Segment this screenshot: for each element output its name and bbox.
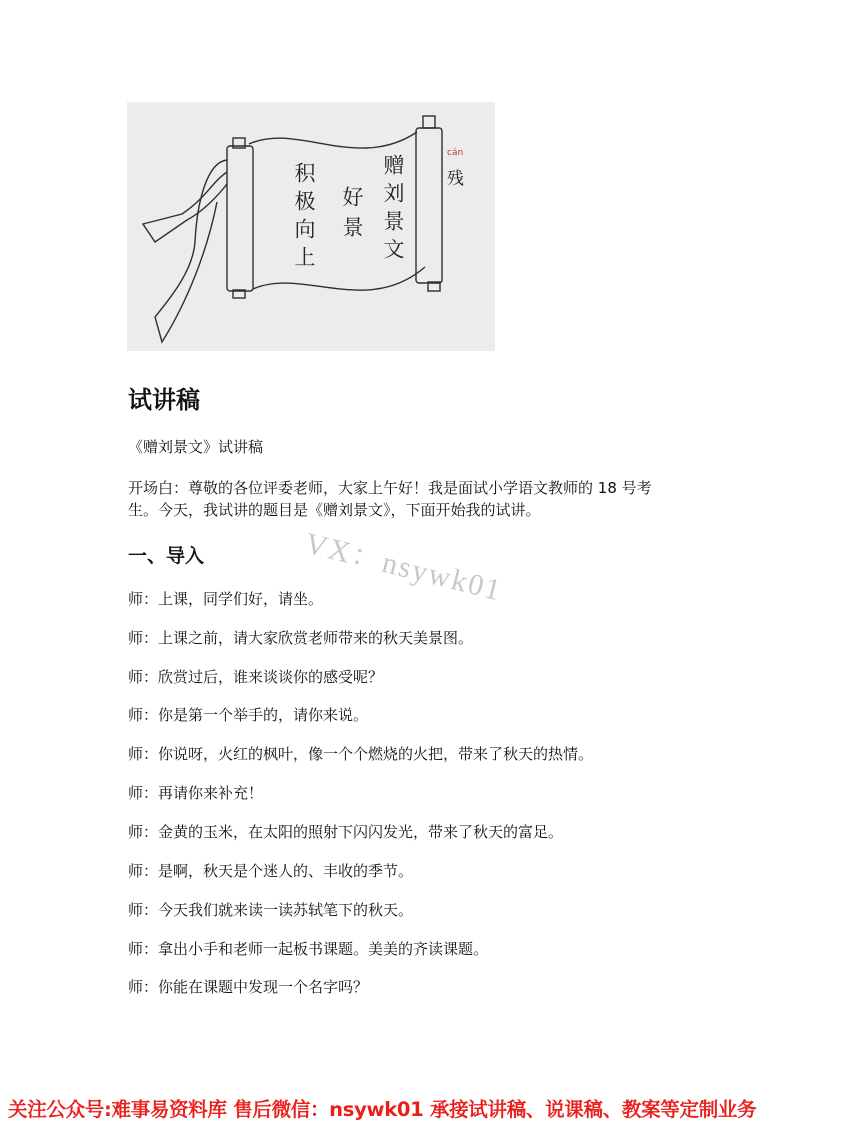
dialogue-line: 师：上课之前，请大家欣赏老师带来的秋天美景图。 bbox=[128, 629, 474, 647]
watermark: VX：nsywk01 bbox=[301, 526, 506, 608]
scroll-left-text: 积极向上 bbox=[292, 162, 316, 274]
dialogue-line: 师：你能在课题中发现一个名字吗？ bbox=[128, 978, 369, 996]
pinyin-character: 残 bbox=[447, 169, 464, 189]
dialogue-line: 师：拿出小手和老师一起板书课题。美美的齐读课题。 bbox=[128, 940, 489, 958]
dialogue-line: 师：今天我们就来读一读苏轼笔下的秋天。 bbox=[128, 901, 414, 919]
dialogue-line: 师：你说呀，火红的枫叶，像一个个燃烧的火把，带来了秋天的热情。 bbox=[128, 745, 594, 763]
dialogue-line: 师：上课，同学们好，请坐。 bbox=[128, 590, 324, 608]
dialogue-line: 师：你是第一个举手的，请你来说。 bbox=[128, 706, 369, 724]
dialogue-line: 师：欣赏过后，谁来谈谈你的感受呢？ bbox=[128, 668, 384, 686]
page-title: 试讲稿 bbox=[128, 386, 200, 414]
dialogue-line: 师：再请你来补充！ bbox=[128, 784, 264, 802]
dialogue-line: 师：金黄的玉米，在太阳的照射下闪闪发光，带来了秋天的富足。 bbox=[128, 823, 564, 841]
dialogue-line: 师：是啊，秋天是个迷人的、丰收的季节。 bbox=[128, 862, 414, 880]
scroll-illustration bbox=[127, 102, 495, 351]
scroll-title-text: 赠刘景文 bbox=[381, 154, 405, 266]
intro-line-1: 开场白：尊敬的各位评委老师，大家上午好！我是面试小学语文教师的 18 号考 bbox=[128, 479, 652, 497]
footer-banner: 关注公众号:难事易资料库 售后微信：nsywk01 承接试讲稿、说课稿、教案等定制业务 bbox=[8, 1098, 757, 1121]
pinyin-annotation: cán bbox=[447, 148, 464, 158]
intro-line-2: 生。今天，我试讲的题目是《赠刘景文》，下面开始我的试讲。 bbox=[128, 501, 541, 519]
section-heading: 一、导入 bbox=[128, 545, 205, 567]
scroll-middle-text: 好景 bbox=[340, 186, 364, 246]
subtitle: 《赠刘景文》试讲稿 bbox=[128, 438, 264, 456]
